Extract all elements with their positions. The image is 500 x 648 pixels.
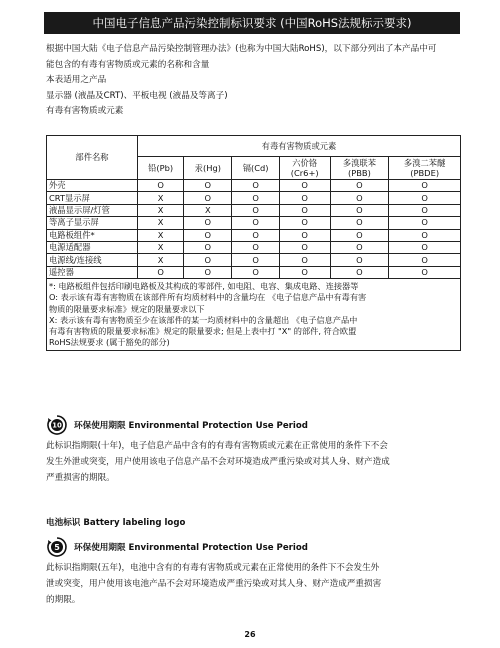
value-cell: O bbox=[232, 266, 279, 278]
value-cell: O bbox=[389, 254, 461, 266]
intro-line: 有毒有害物质或元素 bbox=[46, 106, 124, 116]
value-cell: O bbox=[184, 266, 232, 278]
column-header: 六价铬 (Cr6+) bbox=[279, 157, 330, 180]
value-cell: O bbox=[279, 254, 330, 266]
heading-text: 环保使用期限 Environmental Protection Use Period bbox=[74, 543, 308, 553]
table-row bbox=[47, 254, 461, 266]
value-cell: O bbox=[232, 229, 279, 241]
value-cell: O bbox=[389, 217, 461, 229]
value-cell: O bbox=[232, 204, 279, 216]
table-row bbox=[47, 180, 461, 192]
intro-line: 本表适用之产品 bbox=[46, 75, 107, 85]
value-cell: O bbox=[232, 241, 279, 253]
value-cell: O bbox=[279, 192, 330, 204]
body-line: 泄或突变，用户使用该电池产品不会对环境造成严重污染或对其人身、财产造成严重损害 bbox=[46, 579, 382, 589]
value-cell: O bbox=[138, 266, 184, 278]
environmental-section bbox=[46, 414, 466, 486]
page-number: 26 bbox=[244, 630, 256, 639]
value-cell: O bbox=[279, 180, 330, 192]
body-line: 发生外泄或突变，用户使用该电子信息产品不会对环境造成严重污染或对其人身、财产造成 bbox=[46, 457, 390, 467]
value-cell: X bbox=[138, 204, 184, 216]
body-line: 的期限。 bbox=[46, 595, 81, 605]
column-header: 铅(Pb) bbox=[138, 157, 184, 180]
value-cell: O bbox=[330, 254, 389, 266]
substance-group-header: 有毒有害物质或元素 bbox=[138, 136, 461, 157]
value-cell: O bbox=[138, 180, 184, 192]
intro-line: 能包含的有毒有害物质或元素的名称和含量 bbox=[46, 59, 210, 70]
part-name-header: 部件名称 bbox=[47, 136, 138, 180]
intro-line: 显示器 (液晶及CRT)、平板电视 (液晶及等离子) bbox=[46, 90, 228, 101]
value-cell: O bbox=[232, 217, 279, 229]
value-cell: O bbox=[184, 180, 232, 192]
part-name-cell: 电路板组件* bbox=[47, 229, 138, 241]
value-cell: X bbox=[138, 229, 184, 241]
part-name-cell: 电源适配器 bbox=[47, 241, 138, 253]
part-name-cell: 遥控器 bbox=[47, 266, 138, 278]
page-title: 中国电子信息产品污染控制标识要求 (中国RoHS法规标示要求) bbox=[44, 12, 460, 34]
part-name-cell: 外壳 bbox=[47, 180, 138, 192]
value-cell: O bbox=[184, 192, 232, 204]
part-name-cell: 等离子显示屏 bbox=[47, 217, 138, 229]
part-name-cell: 电源线/连接线 bbox=[47, 254, 138, 266]
table-notes bbox=[47, 279, 461, 351]
value-cell: O bbox=[330, 266, 389, 278]
value-cell: O bbox=[330, 180, 389, 192]
body-line: 严重损害的期限。 bbox=[46, 473, 115, 483]
value-cell: O bbox=[389, 180, 461, 192]
value-cell: O bbox=[389, 241, 461, 253]
value-cell: O bbox=[232, 180, 279, 192]
note-line: 有毒有害物质的限量要求标准》规定的限量要求; 但是上表中打 "X" 的部件, 符合欧盟 bbox=[49, 325, 357, 336]
table-row bbox=[47, 204, 461, 216]
value-cell: O bbox=[389, 204, 461, 216]
value-cell: X bbox=[138, 241, 184, 253]
value-cell: X bbox=[138, 192, 184, 204]
column-header: 汞(Hg) bbox=[184, 157, 232, 180]
value-cell: X bbox=[138, 254, 184, 266]
note-line: O: 表示该有毒有害物质在该部件所有均质材料中的含量均在 《电子信息产品中有毒有害 bbox=[49, 292, 367, 303]
intro-line: 根据中国大陆《电子信息产品污染控制管理办法》(也称为中国大陆RoHS)，以下部分列出了本产品中可 bbox=[46, 44, 437, 54]
battery-label: 电池标识 Battery labeling logo bbox=[46, 518, 186, 528]
heading-text: 环保使用期限 Environmental Protection Use Period bbox=[74, 421, 308, 431]
table-row bbox=[47, 217, 461, 229]
value-cell: O bbox=[330, 229, 389, 241]
value-cell: O bbox=[184, 217, 232, 229]
table-row bbox=[47, 266, 461, 278]
value-cell: O bbox=[279, 229, 330, 241]
column-header: 多溴二苯醚 (PBDE) bbox=[389, 157, 461, 180]
battery-section bbox=[46, 516, 466, 608]
value-cell: O bbox=[330, 217, 389, 229]
note-line: *: 电路板组件包括印刷电路板及其构成的零部件, 如电阻、电容、集成电路、连接器等 bbox=[49, 281, 359, 292]
table-row bbox=[47, 241, 461, 253]
value-cell: O bbox=[184, 254, 232, 266]
value-cell: O bbox=[232, 254, 279, 266]
value-cell: O bbox=[389, 229, 461, 241]
svg-text:5: 5 bbox=[54, 543, 60, 552]
value-cell: O bbox=[232, 192, 279, 204]
part-name-cell: 液晶显示屏/灯管 bbox=[47, 204, 138, 216]
table-row bbox=[47, 192, 461, 204]
body-line: 此标识指期限(五年)，电池中含有的有毒有害物质或元素在正常使用的条件下不会发生外 bbox=[46, 563, 380, 573]
table-row bbox=[47, 229, 461, 241]
value-cell: O bbox=[279, 241, 330, 253]
value-cell: O bbox=[330, 241, 389, 253]
hazardous-substance-table bbox=[46, 135, 461, 351]
value-cell: O bbox=[184, 229, 232, 241]
value-cell: O bbox=[279, 204, 330, 216]
column-header: 多溴联苯 (PBB) bbox=[330, 157, 389, 180]
value-cell: O bbox=[279, 217, 330, 229]
column-header: 镉(Cd) bbox=[232, 157, 279, 180]
note-line: RoHS法规要求 (属于豁免的部分) bbox=[49, 337, 170, 348]
value-cell: O bbox=[279, 266, 330, 278]
value-cell: O bbox=[330, 192, 389, 204]
value-cell: X bbox=[138, 217, 184, 229]
value-cell: O bbox=[330, 204, 389, 216]
value-cell: O bbox=[389, 266, 461, 278]
value-cell: O bbox=[184, 241, 232, 253]
intro-text bbox=[46, 42, 466, 120]
part-name-cell: CRT显示屏 bbox=[47, 192, 138, 204]
value-cell: O bbox=[389, 192, 461, 204]
note-line: X: 表示该有毒有害物质至少在该部件的某一均质材料中的含量超出 《电子信息产品中 bbox=[49, 314, 358, 325]
environmental-heading bbox=[46, 414, 466, 436]
value-cell: X bbox=[184, 204, 232, 216]
body-line: 此标识指期限(十年)，电子信息产品中含有的有毒有害物质或元素在正常使用的条件下不会 bbox=[46, 441, 388, 451]
note-line: 物质的限量要求标准》规定的限量要求以下 bbox=[49, 303, 205, 314]
epup-5-icon bbox=[46, 536, 68, 558]
battery-heading bbox=[46, 536, 466, 558]
epup-10-icon bbox=[46, 414, 68, 436]
svg-text:10: 10 bbox=[52, 421, 62, 430]
